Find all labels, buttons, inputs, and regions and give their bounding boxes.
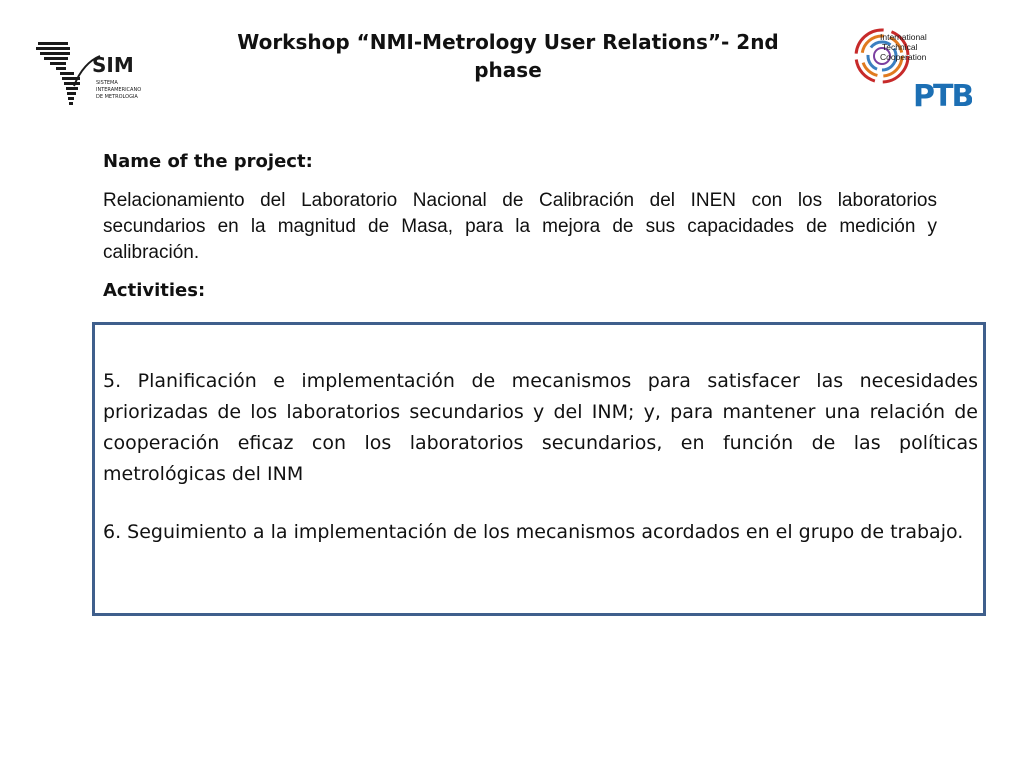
project-description: Relacionamiento del Laboratorio Nacional de Calibración del INEN con los laboratorios secundarios en la magnitud de Masa, para la mejora de sus capacidades de medición y calibración. [103, 190, 937, 263]
itc-logo-line: Cooperation [880, 52, 927, 62]
sim-logo [34, 36, 144, 112]
sim-logo-caption-line: INTERAMERICANO [96, 87, 142, 93]
itc-logo-line: International [880, 32, 927, 42]
sim-logo-mark: SIM [92, 53, 134, 77]
page-title: Workshop “NMI-Metrology User Relations”- 2nd phase [237, 30, 779, 82]
sim-logo-caption-line: DE METROLOGIA [96, 94, 138, 100]
activities-label: Activities: [103, 280, 206, 301]
activity-item: 5. Planificación e implementación de mecanismos para satisfacer las necesidades priorizadas de los laboratorios secundarios y del INM; y, para mantener una relación de cooperación eficaz con los laboratorios secundarios, en función de las políticas metrológicas del INM [103, 370, 978, 485]
ptb-logo [912, 76, 972, 110]
americas-map-icon [34, 36, 144, 112]
activity-item: 6. Seguimiento a la implementación de los mecanismos acordados en el grupo de trabajo. [103, 521, 964, 543]
project-name-label: Name of the project: [103, 151, 313, 172]
ptb-logo-mark: PTB [913, 79, 972, 110]
sim-logo-caption-line: SISTEMA [96, 80, 118, 86]
itc-logo-line: Technical [882, 42, 918, 52]
